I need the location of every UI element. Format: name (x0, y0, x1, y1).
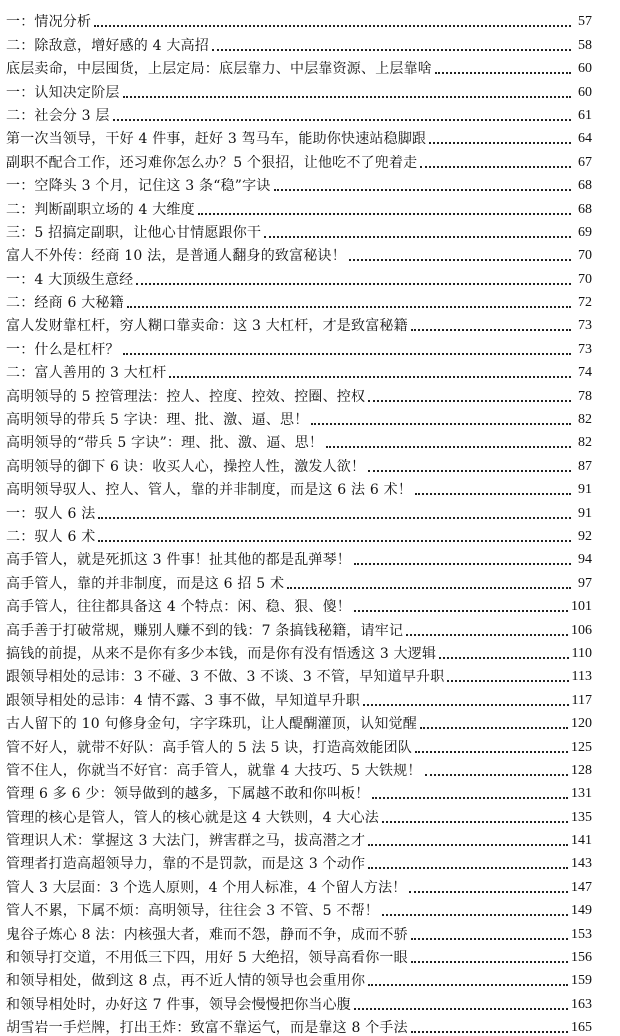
toc-entry-title: 二：驭人 6 术 (6, 528, 96, 545)
table-of-contents (0, 7, 620, 1036)
toc-entry-title: 二：除敌意，增好感的 4 大高招 (6, 37, 210, 54)
toc-entry-title: 高明领导的御下 6 诀：收买人心，操控人性，激发人欲！ (6, 458, 366, 475)
toc-entry-title: 一：情况分析 (6, 14, 92, 31)
toc-entry[interactable] (0, 639, 620, 662)
dot-leader (447, 680, 568, 682)
dot-leader (136, 283, 571, 285)
toc-entry[interactable] (0, 872, 620, 895)
dot-leader (212, 49, 571, 51)
toc-entry-title: 鬼谷子炼心 8 法：内核强大者，难而不怨，静而不争，成而不骄 (6, 926, 408, 943)
toc-entry-page-number: 64 (578, 131, 592, 147)
dot-leader (411, 1031, 568, 1033)
dot-leader (420, 727, 568, 729)
toc-entry-title: 和领导相处时，办好这 7 件事，领导会慢慢把你当心腹 (6, 996, 352, 1013)
toc-entry-page-number: 68 (578, 178, 592, 194)
toc-entry-title: 和领导相处，做到这 8 点，再不近人情的领导也会重用你 (6, 973, 366, 990)
dot-leader (368, 470, 571, 472)
toc-entry-page-number: 120 (571, 716, 592, 732)
toc-entry-title: 高明领导的 5 控管理法：控人、控度、控效、控圈、控权 (6, 388, 366, 405)
toc-entry[interactable] (0, 568, 620, 591)
dot-leader (372, 797, 568, 799)
toc-entry-title: 管理者打造高超领导力，靠的不是罚款，而是这 3 个动作 (6, 856, 366, 873)
toc-entry-page-number: 156 (571, 950, 592, 966)
toc-entry-page-number: 135 (571, 809, 592, 825)
toc-entry-title: 管理识人术：掌握这 3 大法门，辨害群之马，拔高潜之才 (6, 833, 366, 850)
toc-entry-page-number: 72 (578, 295, 592, 311)
toc-entry-title: 高手管人，往往都具备这 4 个特点：闲、稳、狠、傻！ (6, 599, 352, 616)
dot-leader (411, 329, 571, 331)
toc-entry-page-number: 87 (578, 458, 592, 474)
dot-leader (354, 1008, 568, 1010)
toc-entry-page-number: 70 (578, 271, 592, 287)
toc-entry-title: 跟领导相处的忌讳：4 情不露、3 事不做，早知道早升职 (6, 692, 361, 709)
dot-leader (368, 844, 568, 846)
toc-entry-title: 一：认知决定阶层 (6, 84, 120, 101)
toc-entry-title: 管人不累，下属不烦：高明领导，往往会 3 不管、5 不帮！ (6, 903, 379, 920)
toc-entry[interactable] (0, 1013, 620, 1036)
toc-entry-title: 一：空降头 3 个月，记住这 3 条“稳”字诀 (6, 178, 271, 195)
toc-entry[interactable] (0, 358, 620, 381)
toc-entry-page-number: 82 (578, 412, 592, 428)
toc-entry-page-number: 60 (578, 61, 592, 77)
toc-entry-page-number: 92 (578, 528, 592, 544)
toc-entry-title: 管理 6 多 6 少：领导做到的越多，下属越不敢和你叫板！ (6, 786, 370, 803)
toc-entry[interactable] (0, 498, 620, 521)
toc-entry-title: 高明领导的带兵 5 字诀：理、批、激、逼、思！ (6, 412, 309, 429)
toc-entry-page-number: 82 (578, 435, 592, 451)
toc-entry[interactable] (0, 194, 620, 217)
toc-entry-title: 高明领导的“带兵 5 字诀”：理、批、激、逼、思！ (6, 435, 324, 452)
toc-entry[interactable] (0, 919, 620, 942)
toc-entry[interactable] (0, 849, 620, 872)
toc-entry[interactable] (0, 241, 620, 264)
dot-leader (264, 236, 571, 238)
dot-leader (382, 914, 568, 916)
dot-leader (363, 704, 568, 706)
toc-entry-page-number: 78 (578, 388, 592, 404)
toc-entry-title: 第一次当领导，干好 4 件事，赶好 3 驾马车，能助你快速站稳脚跟 (6, 131, 427, 148)
toc-entry-title: 二：富人善用的 3 大杠杆 (6, 365, 167, 382)
dot-leader (98, 540, 571, 542)
dot-leader (368, 867, 568, 869)
toc-entry-title: 胡雪岩一手烂牌，打出王炸：致富不靠运气，而是靠这 8 个手法 (6, 1020, 408, 1036)
dot-leader (406, 634, 568, 636)
toc-entry[interactable] (0, 896, 620, 919)
toc-entry[interactable] (0, 685, 620, 708)
toc-entry-page-number: 73 (578, 318, 592, 334)
toc-entry-title: 搞钱的前提，从来不是你有多少本钱，而是你有没有悟透这 3 大逻辑 (6, 645, 437, 662)
toc-entry-page-number: 147 (571, 879, 592, 895)
toc-entry-title: 二：社会分 3 层 (6, 107, 110, 124)
toc-entry-title: 高明领导驭人、控人、管人，靠的并非制度，而是这 6 法 6 术！ (6, 482, 413, 499)
dot-leader (354, 563, 571, 565)
toc-entry[interactable] (0, 264, 620, 287)
toc-entry-page-number: 91 (578, 482, 592, 498)
toc-entry[interactable] (0, 311, 620, 334)
toc-entry-title: 富人不外传：经商 10 法，是普通人翻身的致富秘诀！ (6, 248, 346, 265)
toc-entry-page-number: 131 (571, 786, 592, 802)
toc-entry-title: 一：什么是杠杆？ (6, 341, 120, 358)
toc-entry[interactable] (0, 101, 620, 124)
toc-entry[interactable] (0, 405, 620, 428)
toc-entry-page-number: 94 (578, 552, 592, 568)
toc-entry[interactable] (0, 732, 620, 755)
toc-entry-page-number: 70 (578, 248, 592, 264)
toc-entry-page-number: 125 (571, 739, 592, 755)
toc-entry[interactable] (0, 522, 620, 545)
dot-leader (123, 96, 571, 98)
toc-entry[interactable] (0, 966, 620, 989)
toc-entry[interactable] (0, 124, 620, 147)
toc-entry[interactable] (0, 826, 620, 849)
toc-entry-title: 高手善于打破常规，赚别人赚不到的钱：7 条搞钱秘籍，请牢记 (6, 622, 404, 639)
toc-entry-page-number: 113 (571, 669, 592, 685)
toc-entry-title: 一：4 大顶级生意经 (6, 271, 134, 288)
toc-entry[interactable] (0, 171, 620, 194)
dot-leader (429, 142, 571, 144)
dot-leader (354, 610, 568, 612)
toc-entry-title: 高手管人，靠的并非制度，而是这 6 招 5 术 (6, 575, 285, 592)
dot-leader (349, 259, 571, 261)
toc-entry[interactable] (0, 30, 620, 53)
toc-entry-page-number: 117 (571, 692, 592, 708)
dot-leader (409, 891, 568, 893)
toc-entry-page-number: 69 (578, 224, 592, 240)
dot-leader (411, 961, 568, 963)
toc-entry[interactable] (0, 77, 620, 100)
toc-entry[interactable] (0, 381, 620, 404)
toc-entry-title: 三：5 招搞定副职，让他心甘情愿跟你干 (6, 224, 262, 241)
toc-entry-page-number: 143 (571, 856, 592, 872)
toc-entry[interactable] (0, 545, 620, 568)
toc-entry-page-number: 141 (571, 833, 592, 849)
dot-leader (123, 353, 571, 355)
toc-entry-title: 古人留下的 10 句修身金句，字字珠玑，让人醍醐灌顶，认知觉醒 (6, 716, 417, 733)
toc-entry[interactable] (0, 218, 620, 241)
toc-entry[interactable] (0, 334, 620, 357)
toc-entry[interactable] (0, 428, 620, 451)
toc-entry-page-number: 159 (571, 973, 592, 989)
toc-entry-page-number: 74 (578, 365, 592, 381)
toc-entry-page-number: 58 (578, 37, 592, 53)
toc-entry-page-number: 91 (578, 505, 592, 521)
toc-entry[interactable] (0, 54, 620, 77)
toc-entry-page-number: 153 (571, 926, 592, 942)
toc-entry-title: 管人 3 大层面：3 个选人原则，4 个用人标准，4 个留人方法！ (6, 879, 407, 896)
dot-leader (368, 984, 568, 986)
toc-entry-page-number: 110 (571, 645, 592, 661)
toc-entry-title: 高手管人，就是死抓这 3 件事！扯其他的都是乱弹琴！ (6, 552, 352, 569)
toc-entry[interactable] (0, 147, 620, 170)
toc-entry-title: 跟领导相处的忌讳：3 不碰、3 不做、3 不谈、3 不管，早知道早升职 (6, 669, 445, 686)
dot-leader (420, 166, 571, 168)
toc-entry-title: 一：驭人 6 法 (6, 505, 96, 522)
toc-entry[interactable] (0, 615, 620, 638)
dot-leader (326, 446, 571, 448)
toc-entry[interactable] (0, 779, 620, 802)
toc-entry-title: 二：经商 6 大秘籍 (6, 295, 124, 312)
toc-entry-title: 和领导打交道，不用低三下四，用好 5 大绝招，领导高看你一眼 (6, 950, 408, 967)
toc-entry-page-number: 97 (578, 575, 592, 591)
toc-entry[interactable] (0, 989, 620, 1012)
toc-entry-page-number: 61 (578, 107, 592, 123)
toc-entry-page-number: 149 (571, 903, 592, 919)
toc-entry[interactable] (0, 288, 620, 311)
dot-leader (435, 72, 571, 74)
toc-entry-title: 副职不配合工作，还习难你怎么办？5 个狠招，让他吃不了兜着走 (6, 154, 418, 171)
dot-leader (411, 938, 568, 940)
toc-entry-page-number: 106 (571, 622, 592, 638)
toc-entry-title: 底层卖命，中层囤货，上层定局：底层靠力、中层靠资源、上层靠啥 (6, 61, 432, 78)
toc-entry-page-number: 101 (571, 599, 592, 615)
toc-entry-page-number: 57 (578, 14, 592, 30)
toc-entry-page-number: 68 (578, 201, 592, 217)
dot-leader (113, 119, 571, 121)
toc-entry-page-number: 165 (571, 1020, 592, 1036)
toc-entry[interactable] (0, 7, 620, 30)
dot-leader (98, 517, 571, 519)
toc-entry[interactable] (0, 709, 620, 732)
dot-leader (287, 587, 571, 589)
dot-leader (415, 493, 571, 495)
toc-entry[interactable] (0, 756, 620, 779)
toc-entry[interactable] (0, 592, 620, 615)
toc-entry[interactable] (0, 662, 620, 685)
dot-leader (127, 306, 571, 308)
toc-entry-page-number: 67 (578, 154, 592, 170)
toc-entry-title: 管不好人，就带不好队：高手管人的 5 法 5 诀，打造高效能团队 (6, 739, 413, 756)
dot-leader (311, 423, 571, 425)
dot-leader (382, 821, 568, 823)
toc-entry[interactable] (0, 451, 620, 474)
toc-entry-title: 管不住人，你就当不好官：高手管人，就靠 4 大技巧、5 大铁规！ (6, 762, 422, 779)
toc-entry-title: 富人发财靠杠杆，穷人糊口靠卖命：这 3 大杠杆，才是致富秘籍 (6, 318, 408, 335)
dot-leader (94, 25, 571, 27)
toc-entry[interactable] (0, 475, 620, 498)
toc-entry-page-number: 163 (571, 996, 592, 1012)
dot-leader (415, 751, 568, 753)
toc-entry[interactable] (0, 802, 620, 825)
toc-entry-title: 二：判断副职立场的 4 大维度 (6, 201, 195, 218)
dot-leader (425, 774, 568, 776)
dot-leader (169, 376, 571, 378)
toc-entry[interactable] (0, 943, 620, 966)
dot-leader (439, 657, 568, 659)
toc-entry-page-number: 73 (578, 341, 592, 357)
toc-entry-page-number: 60 (578, 84, 592, 100)
dot-leader (274, 189, 571, 191)
dot-leader (368, 400, 571, 402)
dot-leader (198, 213, 571, 215)
toc-entry-title: 管理的核心是管人，管人的核心就是这 4 大铁则，4 大心法 (6, 809, 379, 826)
toc-entry-page-number: 128 (571, 762, 592, 778)
